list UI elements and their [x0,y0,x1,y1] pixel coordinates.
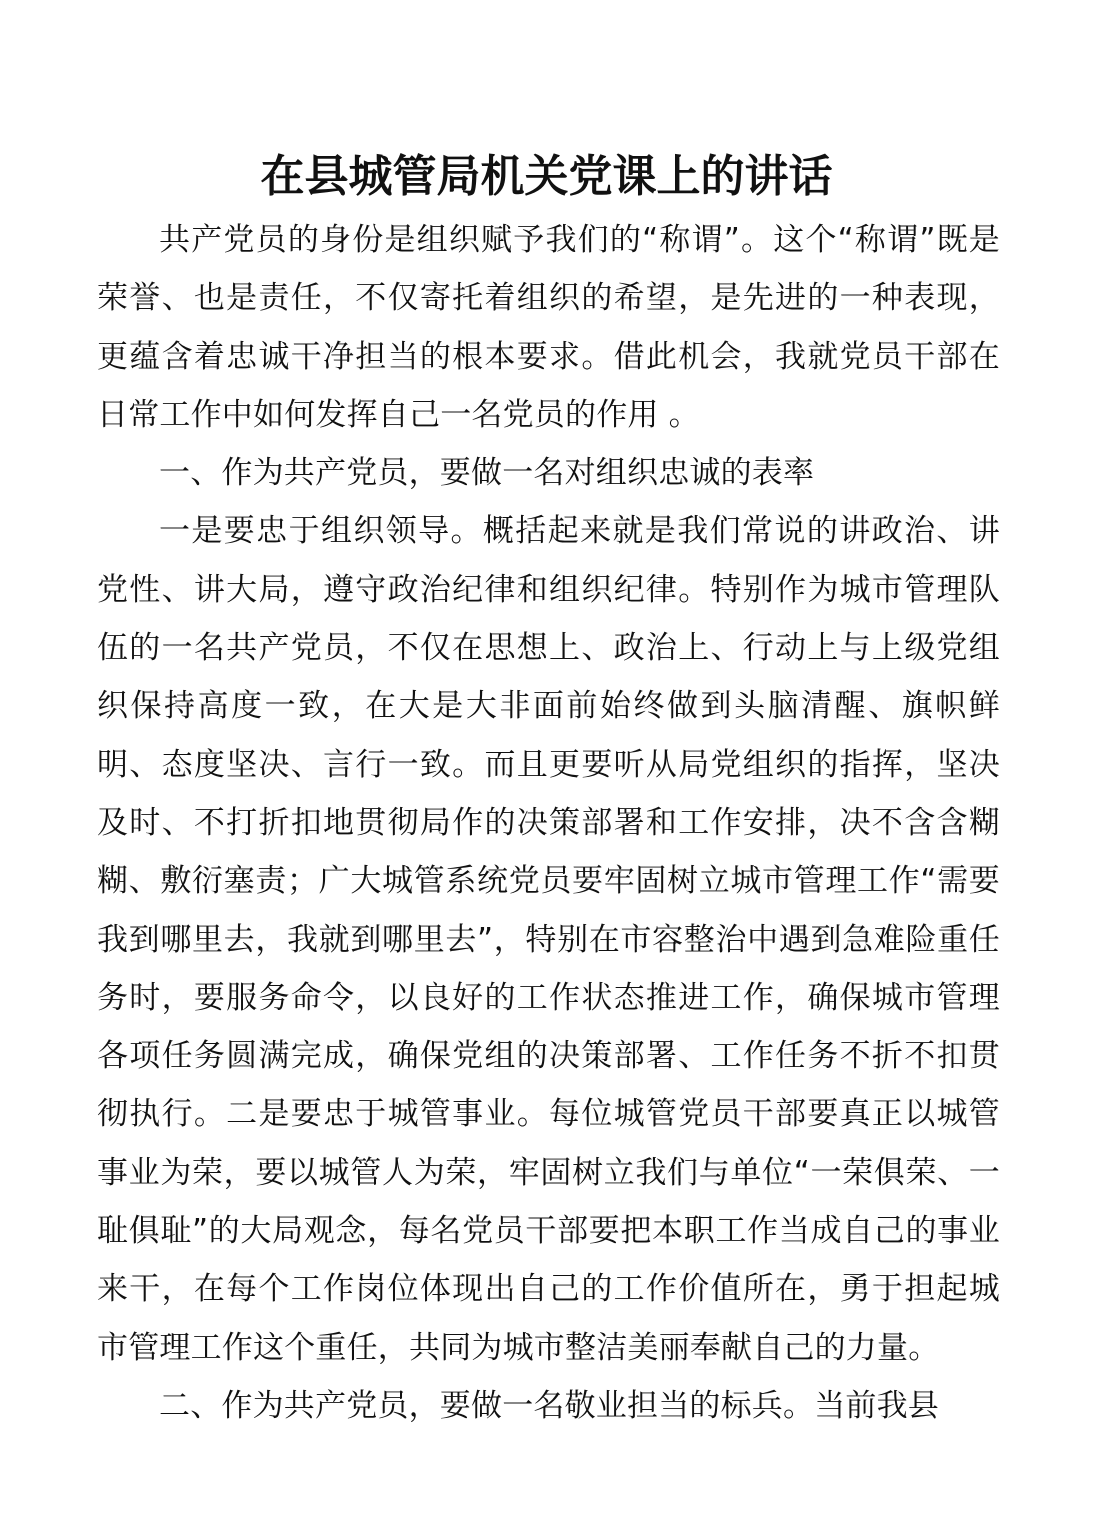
section-heading-two: 二、作为共产党员，要做一名敬业担当的标兵。当前我县 [159,1387,939,1424]
paragraph-intro: 共产党员的身份是组织赋予我们的“称谓”。这个“称谓”既是荣誉、也是责任，不仅寄托着组织的希望，是先进的一种表现，更蕴含着忠诚干净担当的根本要求。借此机会，我就党员干部在日常工作中如何发挥自己一名党员的作用 。 [97,222,1000,433]
paragraph-loyalty: 一是要忠于组织领导。概括起来就是我们常说的讲政治、讲党性、讲大局，遵守政治纪律和组织纪律。特别作为城市管理队伍的一名共产党员，不仅在思想上、政治上、行动上与上级党组织保持高度一致，在大是大非面前始终做到头脑清醒、旗帜鲜明、态度坚决、言行一致。而且更要听从局党组织的指挥，坚决及时、不打折扣地贯彻局作的决策部署和工作安排，决不含含糊糊、敷衍塞责；广大城管系统党员要牢固树立城市管理工作“需要我到哪里去，我就到哪里去”，特别在市容整治中遇到急难险重任务时，要服务命令，以良好的工作状态推进工作，确保城市管理各项任务圆满完成，确保党组的决策部署、工作任务不折不扣贯彻执行。二是要忠于城管事业。每位城管党员干部要真正以城管事业为荣，要以城管人为荣，牢固树立我们与单位“一荣俱荣、一耻俱耻”的大局观念，每名党员干部要把本职工作当成自己的事业来干，在每个工作岗位体现出自己的工作价值所在，勇于担起城市管理工作这个重任，共同为城市整洁美丽奉献自己的力量。 [97,513,1000,1366]
document-title: 在县城管局机关党课上的讲话 [260,151,833,202]
document-body [97,211,1000,1435]
section-heading-one: 一、作为共产党员，要做一名对组织忠诚的表率 [159,455,815,492]
